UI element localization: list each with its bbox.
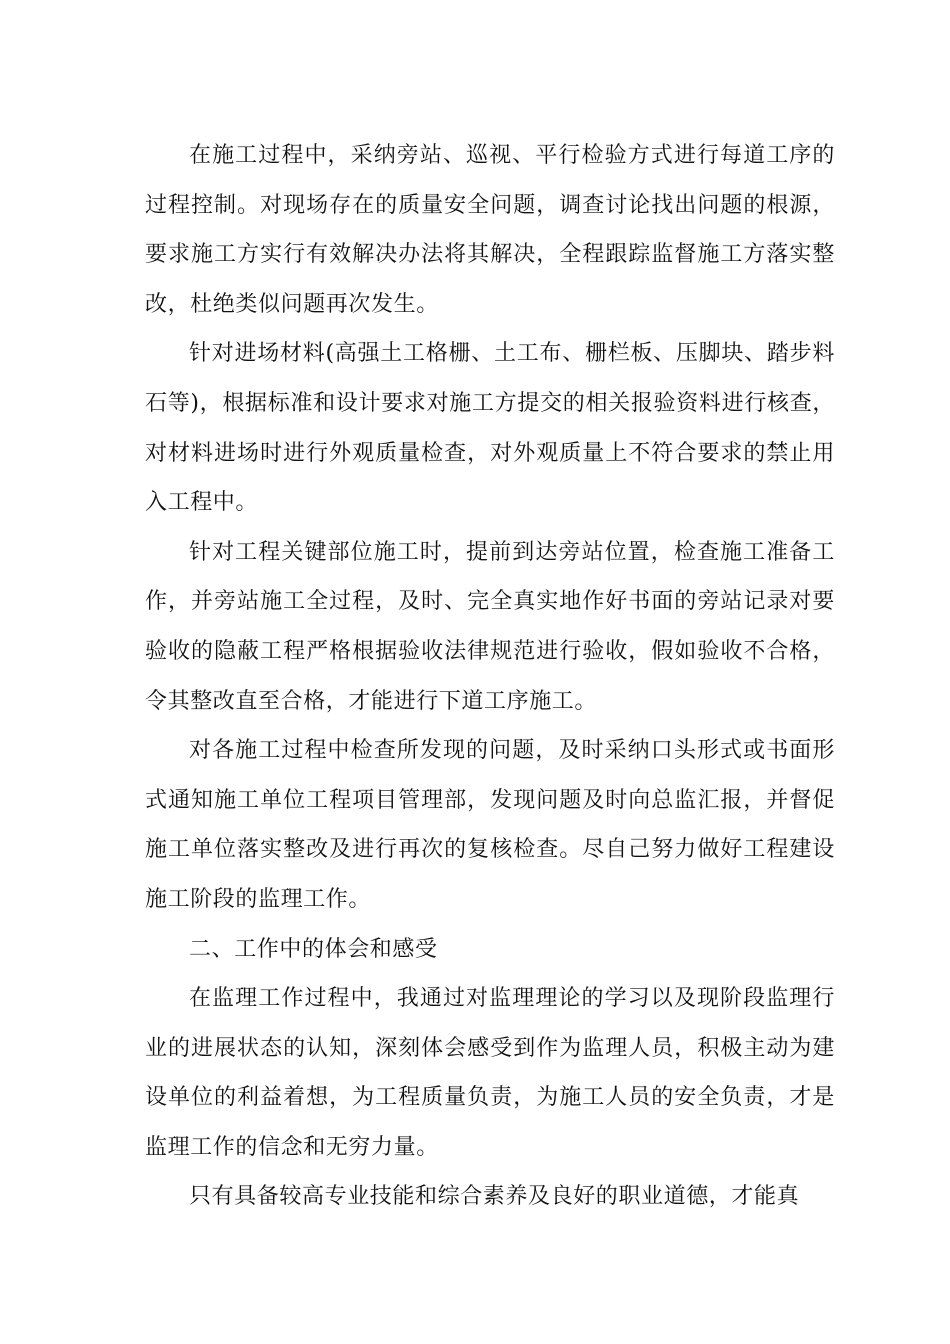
paragraph-material-inspection: 针对进场材料(高强土工格栅、土工布、栅栏板、压脚块、踏步料石等)，根据标准和设计要求对施工方提交的相关报验资料进行核查，对材料进场时进行外观质量检查，对外观质量上不符合要求的禁止用入工程中。 (145, 341, 835, 516)
paragraph-process-control: 在施工过程中，采纳旁站、巡视、平行检验方式进行每道工序的过程控制。对现场存在的质量安全问题，调查讨论找出问题的根源，要求施工方实行有效解决办法将其解决，全程跟踪监督施工方落实整改，杜绝类似问题再次发生。 (145, 143, 835, 317)
paragraph-key-parts-supervision: 针对工程关键部位施工时，提前到达旁站位置，检查施工准备工作，并旁站施工全过程，及时、完全真实地作好书面的旁站记录对要验收的隐蔽工程严格根据验收法律规范进行验收，假如验收不合格，令其整改直至合格，才能进行下道工序施工。 (145, 539, 835, 714)
paragraph-issue-handling: 对各施工过程中检查所发现的问题，及时采纳口头形式或书面形式通知施工单位工程项目管理部，发现问题及时向总监汇报，并督促施工单位落实整改及进行再次的复核检查。尽自己努力做好工程建设施工阶段的监理工作。 (145, 738, 835, 912)
paragraph-professional-skills: 只有具备较高专业技能和综合素养及良好的职业道德，才能真 (189, 1184, 800, 1210)
section-heading: 二、工作中的体会和感受 (189, 936, 438, 962)
paragraph-experience: 在监理工作过程中，我通过对监理理论的学习以及现阶段监理行业的进展状态的认知，深刻体会感受到作为监理人员，积极主动为建设单位的利益着想，为工程质量负责，为施工人员的安全负责，才是监理工作的信念和无穷力量。 (145, 986, 835, 1160)
document-body (145, 131, 835, 1222)
